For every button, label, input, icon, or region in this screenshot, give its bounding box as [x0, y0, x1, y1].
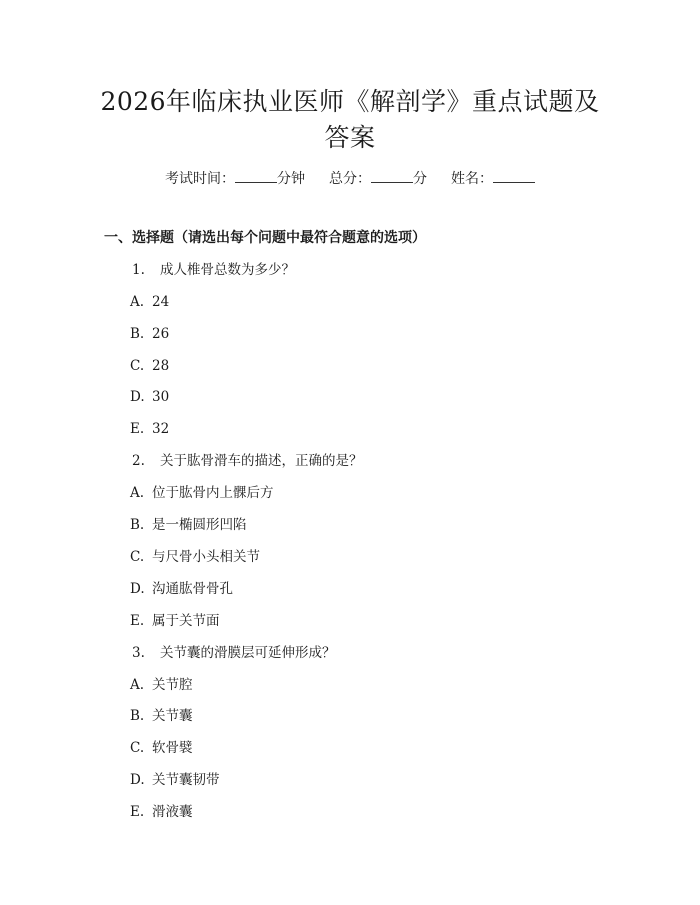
question-text: 关节囊的滑膜层可延伸形成？ — [160, 645, 336, 661]
option-2a — [130, 483, 274, 503]
time-blank — [235, 168, 277, 183]
option-letter: C. — [130, 358, 145, 374]
time-unit: 分钟 — [277, 171, 305, 187]
option-text: 位于肱骨内上髁后方 — [152, 485, 274, 501]
option-1d — [130, 387, 169, 407]
question-number: 1. — [132, 262, 145, 278]
option-3c — [130, 738, 193, 758]
option-text: 软骨襞 — [152, 740, 193, 756]
document-title-line-2: 答案 — [324, 123, 376, 152]
option-letter: C. — [130, 740, 145, 756]
option-text: 关节囊韧带 — [152, 772, 220, 788]
option-text: 关节腔 — [152, 677, 193, 693]
option-2c — [130, 547, 260, 567]
option-text: 关节囊 — [152, 708, 193, 724]
option-letter: D. — [130, 389, 145, 405]
question-number: 2. — [132, 453, 145, 469]
question-3 — [132, 643, 336, 663]
option-3b — [130, 706, 193, 726]
option-letter: E. — [130, 804, 145, 820]
option-text: 32 — [152, 421, 170, 437]
option-text: 28 — [152, 358, 170, 374]
option-text: 24 — [152, 294, 170, 310]
option-letter: D. — [130, 581, 145, 597]
name-blank — [493, 168, 535, 183]
option-text: 滑液囊 — [152, 804, 193, 820]
option-1b — [130, 324, 169, 344]
option-letter: A. — [130, 294, 145, 310]
score-blank — [371, 168, 413, 183]
option-letter: E. — [130, 613, 145, 629]
option-1c — [130, 356, 169, 376]
option-3a — [130, 675, 193, 695]
score-label: 总分： — [329, 171, 371, 187]
question-text: 关于肱骨滑车的描述，正确的是？ — [160, 453, 363, 469]
option-letter: A. — [130, 485, 145, 501]
option-2e — [130, 611, 220, 631]
section-1-heading: 一、选择题（请选出每个问题中最符合题意的选项） — [104, 230, 426, 246]
option-text: 沟通肱骨骨孔 — [152, 581, 233, 597]
option-letter: B. — [130, 326, 145, 342]
option-3e — [130, 802, 193, 822]
option-letter: C. — [130, 549, 145, 565]
name-label: 姓名： — [451, 171, 493, 187]
option-letter: B. — [130, 517, 145, 533]
option-1a — [130, 292, 169, 312]
document-title-line-1: 2026年临床执业医师《解剖学》重点试题及 — [100, 87, 600, 116]
score-unit: 分 — [413, 171, 427, 187]
option-letter: B. — [130, 708, 145, 724]
option-text: 30 — [152, 389, 170, 405]
option-3d — [130, 770, 220, 790]
option-text: 与尺骨小头相关节 — [152, 549, 260, 565]
time-label: 考试时间： — [165, 171, 235, 187]
question-2 — [132, 451, 363, 471]
question-text: 成人椎骨总数为多少？ — [160, 262, 295, 278]
option-2d — [130, 579, 233, 599]
option-letter: A. — [130, 677, 145, 693]
option-letter: E. — [130, 421, 145, 437]
option-text: 26 — [152, 326, 170, 342]
option-text: 属于关节面 — [152, 613, 220, 629]
question-number: 3. — [132, 645, 145, 661]
option-1e — [130, 419, 169, 439]
option-letter: D. — [130, 772, 145, 788]
question-1 — [132, 260, 295, 280]
exam-meta-row — [0, 168, 700, 189]
option-text: 是一椭圆形凹陷 — [152, 517, 247, 533]
option-2b — [130, 515, 247, 535]
